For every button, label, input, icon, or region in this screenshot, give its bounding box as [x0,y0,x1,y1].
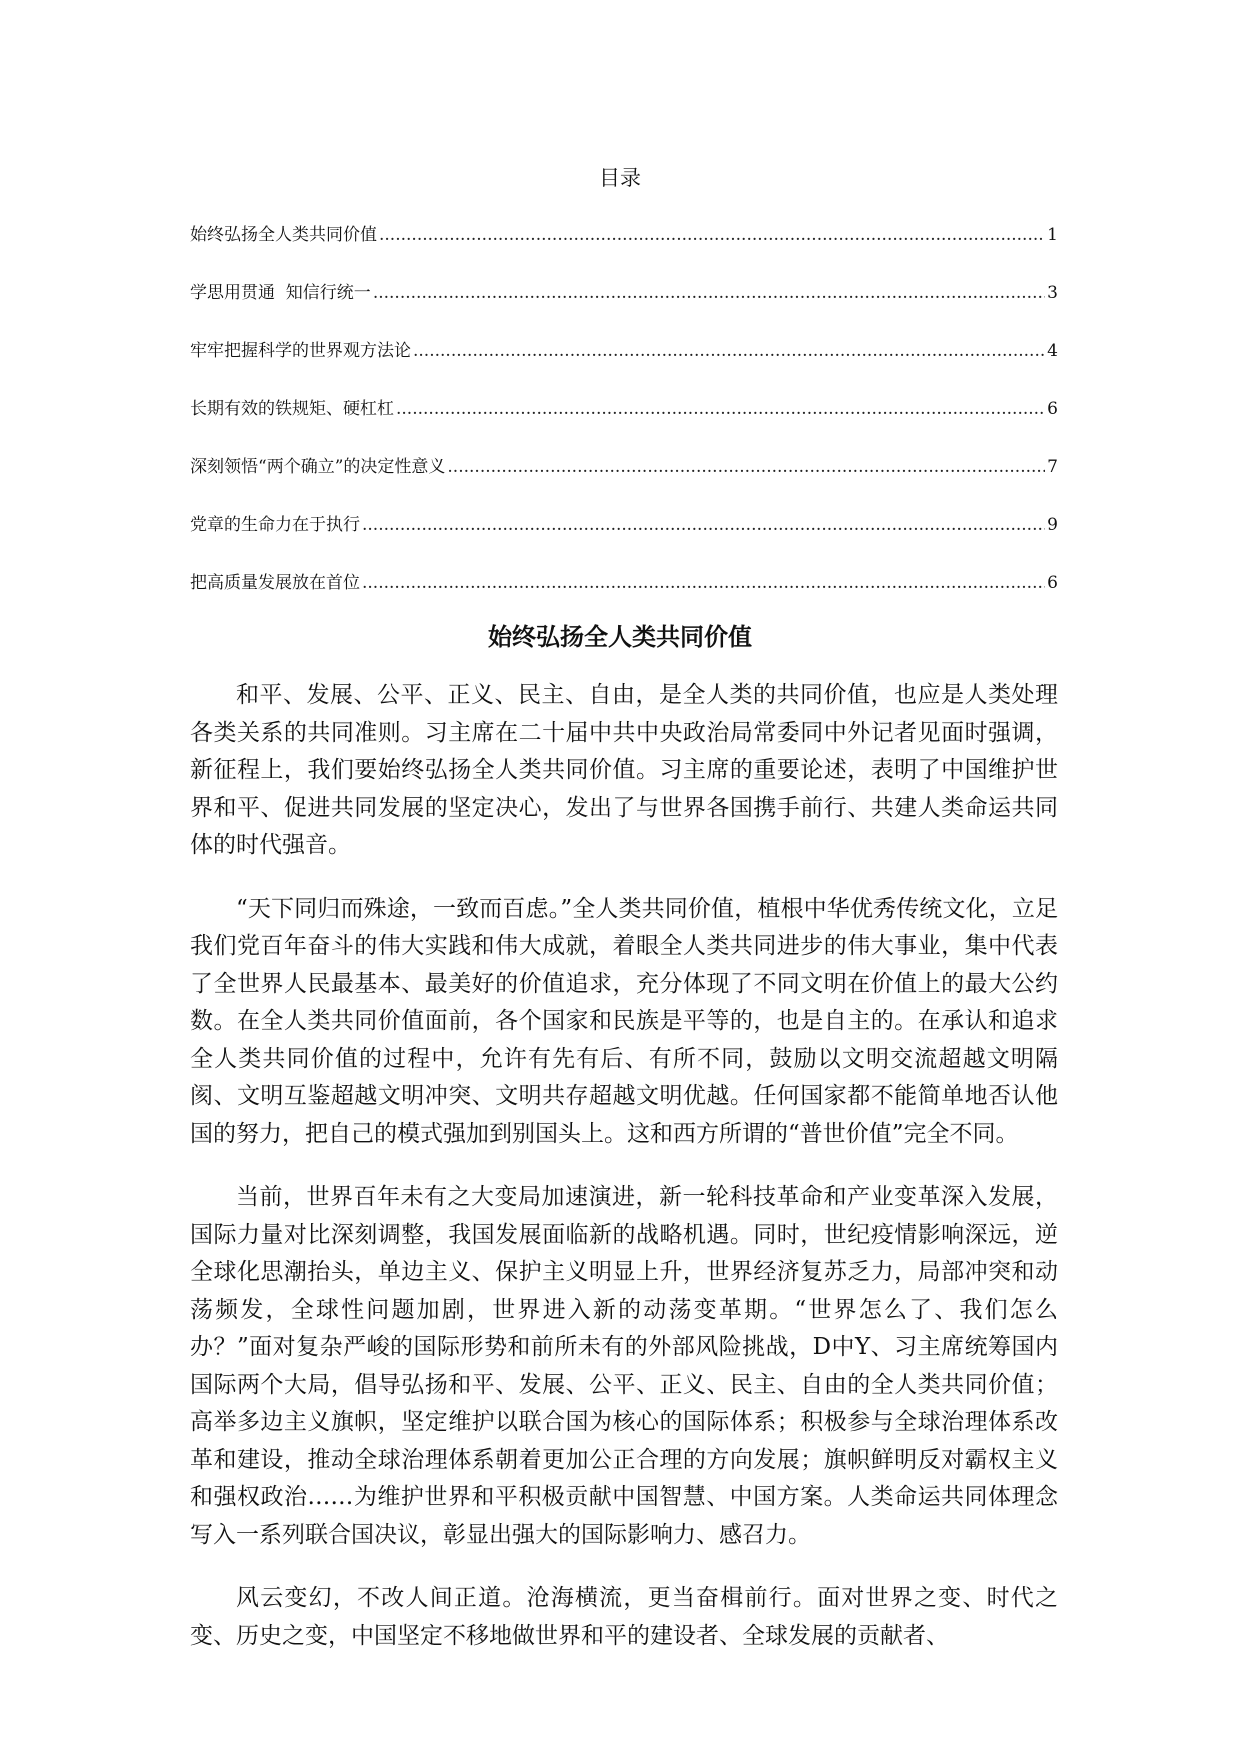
toc-entry-page-number: 3 [1047,283,1058,303]
toc-entry[interactable] [190,281,1058,339]
toc-entry-page-number: 6 [1047,573,1058,593]
toc-entry-title: 始终弘扬全人类共同价值 [190,225,377,245]
toc-dot-leader [379,223,1045,247]
toc-entry-page-number: 1 [1047,225,1058,245]
article-title: 始终弘扬全人类共同价值 [488,623,752,651]
toc-entry[interactable] [190,223,1058,281]
toc-entry-page-number: 9 [1047,515,1058,535]
toc-heading: 目录 [599,166,641,190]
table-of-contents [190,223,1058,629]
body-paragraph: 当前，世界百年未有之大变局加速演进，新一轮科技革命和产业变革深入发展，国际力量对比深刻调整，我国发展面临新的战略机遇。同时，世纪疫情影响深远，逆全球化思潮抬头，单边主义、保护主义明显上升，世界经济复苏乏力，局部冲突和动荡频发，全球性问题加剧，世界进入新的动荡变革期。“世界怎么了、我们怎么办？”面对复杂严峻的国际形势和前所未有的外部风险挑战，D中Y、习主席统筹国内国际两个大局，倡导弘扬和平、发展、公平、正义、民主、自由的全人类共同价值；高举多边主义旗帜，坚定维护以联合国为核心的国际体系；积极参与全球治理体系改革和建设，推动全球治理体系朝着更加公正合理的方向发展；旗帜鲜明反对霸权主义和强权政治……为维护世界和平积极贡献中国智慧、中国方案。人类命运共同体理念写入一系列联合国决议，彰显出强大的国际影响力、感召力。 [190,1184,1058,1548]
toc-dot-leader [447,455,1045,479]
toc-entry[interactable] [190,397,1058,455]
toc-dot-leader [396,397,1045,421]
toc-entry-page-number: 6 [1047,399,1058,419]
toc-entry-title: 把高质量发展放在首位 [190,573,360,593]
body-paragraph: “天下同归而殊途，一致而百虑。”全人类共同价值，植根中华优秀传统文化，立足我们党百年奋斗的伟大实践和伟大成就，着眼全人类共同进步的伟大事业，集中代表了全世界人民最基本、最美好的价值追求，充分体现了不同文明在价值上的最大公约数。在全人类共同价值面前，各个国家和民族是平等的，也是自主的。在承认和追求全人类共同价值的过程中，允许有先有后、有所不同，鼓励以文明交流超越文明隔阂、文明互鉴超越文明冲突、文明共存超越文明优越。任何国家都不能简单地否认他国的努力，把自己的模式强加到别国头上。这和西方所谓的“普世价值”完全不同。 [190,895,1058,1147]
toc-entry-title: 牢牢把握科学的世界观方法论 [190,341,411,361]
toc-dot-leader [413,339,1045,363]
toc-dot-leader [373,281,1045,305]
toc-entry-title: 学思用贯通 知信行统一 [190,283,371,303]
toc-dot-leader [362,571,1045,595]
toc-entry-title: 党章的生命力在于执行 [190,515,360,535]
body-paragraph: 风云变幻，不改人间正道。沧海横流，更当奋楫前行。面对世界之变、时代之变、历史之变，中国坚定不移地做世界和平的建设者、全球发展的贡献者、 [190,1585,1058,1649]
toc-entry[interactable] [190,455,1058,513]
toc-entry[interactable] [190,339,1058,397]
article-body [190,677,1058,1681]
toc-entry-page-number: 4 [1047,341,1058,361]
body-paragraph: 和平、发展、公平、正义、民主、自由，是全人类的共同价值，也应是人类处理各类关系的共同准则。习主席在二十届中共中央政治局常委同中外记者见面时强调，新征程上，我们要始终弘扬全人类共同价值。习主席的重要论述，表明了中国维护世界和平、促进共同发展的坚定决心，发出了与世界各国携手前行、共建人类命运共同体的时代强音。 [190,682,1058,858]
toc-entry-page-number: 7 [1047,457,1058,477]
toc-dot-leader [362,513,1045,537]
toc-entry-title: 长期有效的铁规矩、硬杠杠 [190,399,394,419]
toc-entry-title: 深刻领悟“两个确立”的决定性意义 [190,457,446,477]
toc-entry[interactable] [190,513,1058,571]
